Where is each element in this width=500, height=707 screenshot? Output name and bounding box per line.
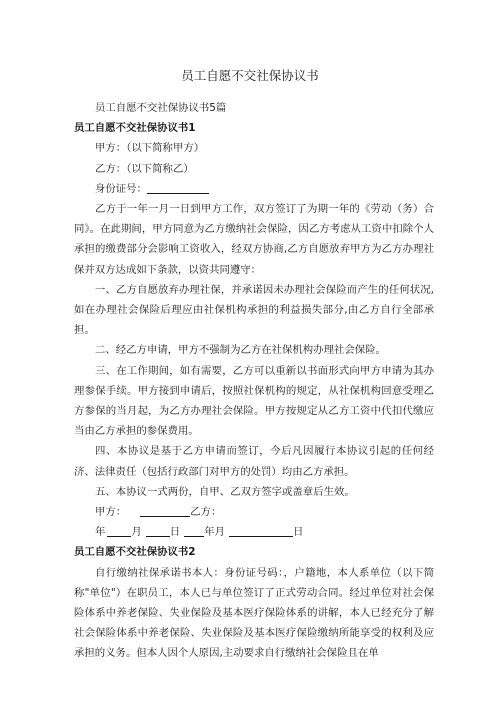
intro-line: 员工自愿不交社保协议书5篇 [95, 102, 227, 114]
date-month-blank [146, 524, 170, 537]
clause-4-paragraph: 四、本协议是基于乙方申请而签订，今后凡因履行本协议引起的任何经济、法律责任（包括行政部门对甲方的处罚）均由乙方承担。 [74, 445, 434, 478]
date-line [74, 522, 434, 542]
date-day-label: 日 [169, 526, 181, 539]
section-2-paragraph: 自行缴纳社保承诺书本人：身份证号码：，户籍地，本人系单位（以下简称"单位"）在职员工，本人已与单位签订了正式劳动合同。经过单位对社会保险体系中养老保险、失业保险及基本医疗保险体系的讲解，本人已经充分了解社会保险体系中养老保险、失业保险及基本医疗保险缴纳所能享受的权利及应承担的义务。但本人因个人原因,主动要求自行缴纳社会保险且在单 [74, 566, 434, 660]
clause-5-paragraph: 五、本协议一式两份，自甲、乙双方签字或盖章后生效。 [95, 485, 355, 498]
date-year-blank [107, 524, 131, 537]
id-number-label: 身份证号： [95, 182, 147, 195]
document-body [74, 98, 434, 664]
date-year-label: 年 [95, 526, 106, 539]
signature-party-b-label: 乙方： [190, 506, 222, 519]
date-year-month-label: 年月 [204, 526, 225, 539]
signature-party-a-blank [140, 504, 190, 517]
party-b-line: 乙方：（以下简称乙） [95, 162, 194, 175]
signature-line [74, 502, 434, 522]
clause-3-paragraph: 三、在工作期间，如有需要，乙方可以重新以书面形式向甲方申请为其办理参保手续。甲方接到申请后，按照社保机构的规定，从社保机构回意受理乙方参保的当月起，为乙方办理社会保险。甲方按规定从乙方工资中代扣代缴应当由乙方承担的参保费用。 [74, 364, 434, 438]
date-final-blank [229, 524, 293, 537]
section-2-heading: 员工自愿不交社保协议书2 [74, 546, 196, 559]
agreement-intro-paragraph: 乙方于一年一月一日到甲方工作，双方签订了为期一年的《劳动（务）合同》。在此期间，甲方同意为乙方缴纳社会保险，因乙方考虑从工资中扣除个人承担的缴费部分会影响工资收入，经双方协商,乙方自愿放弃甲方为乙方办理社保并双方达成如下条款，以资共同遵守： [74, 203, 434, 276]
date-day-end-label: 日 [292, 526, 304, 539]
date-day-blank [184, 524, 204, 537]
signature-party-a-label: 甲方： [95, 506, 127, 519]
clause-1-paragraph: 一、乙方自愿放弃办理社保，并承诺因未办理社会保险而产生的任何状况,如在办理社会保险后理应由社保机构承担的利益损失部分,由乙方自行全部承担。 [74, 283, 434, 337]
section-1-heading: 员工自愿不交社保协议书1 [74, 122, 196, 135]
document-title: 员工自愿不交社保协议书 [181, 68, 319, 83]
party-a-line: 甲方：（以下简称甲方） [95, 142, 205, 155]
date-month-label: 月 [131, 526, 142, 539]
id-number-line [74, 179, 434, 199]
clause-2-paragraph: 二、经乙方申请，甲方不强制为乙方在社保机构办理社会保险。 [95, 344, 386, 357]
id-number-blank [147, 181, 209, 194]
